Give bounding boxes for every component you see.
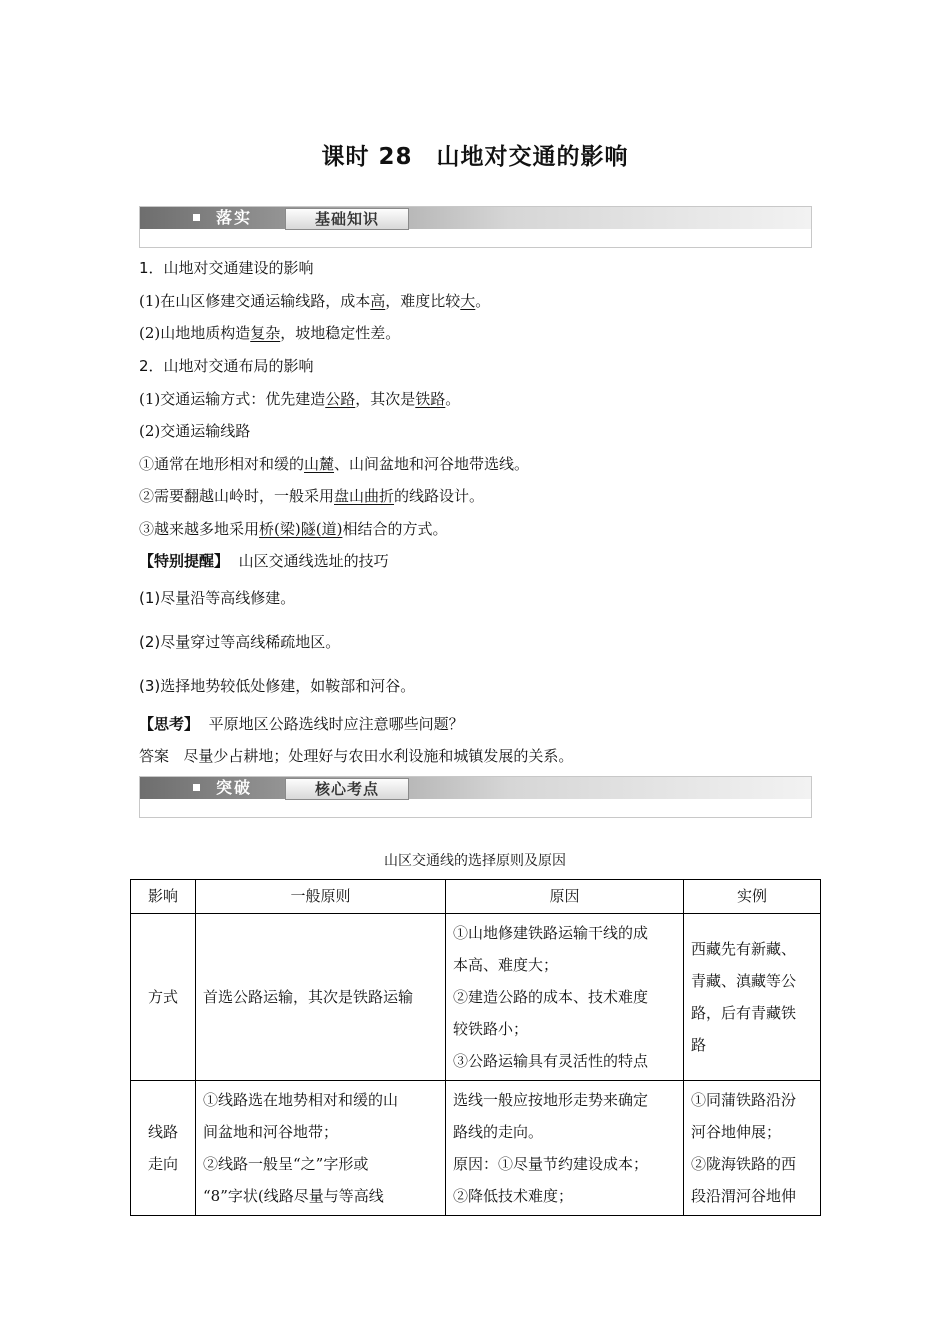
section1-line1: (1)在山区修建交通运输线路，成本高，难度比较大。 xyxy=(139,292,491,310)
banner-light-label: 核心考点 xyxy=(285,778,409,800)
banner-dark-label: 落实 xyxy=(216,208,253,227)
section1-line2: (2)山地地质构造复杂，坡地稳定性差。 xyxy=(139,324,401,342)
square-bullet-icon xyxy=(193,784,200,791)
table-header-cell: 原因 xyxy=(446,880,684,914)
tip-item-2: (2)尽量穿过等高线稀疏地区。 xyxy=(139,633,341,651)
principles-table xyxy=(130,879,821,1216)
section2-line4: ②需要翻越山岭时，一般采用盘山曲折的线路设计。 xyxy=(139,487,485,505)
section2-line5: ③越来越多地采用桥(梁)隧(道)相结合的方式。 xyxy=(139,520,448,538)
table-cell-principle: 首选公路运输，其次是铁路运输 xyxy=(196,914,446,1081)
table-caption: 山区交通线的选择原则及原因 xyxy=(384,853,566,869)
section-banner-core xyxy=(139,776,812,818)
section2-line1: (1)交通运输方式：优先建造公路，其次是铁路。 xyxy=(139,390,461,408)
think-question: 【思考】 平原地区公路选线时应注意哪些问题？ xyxy=(139,715,464,733)
table-cell-example: 西藏先有新藏、 青藏、滇藏等公 路，后有青藏铁 路 xyxy=(684,914,821,1081)
tip-item-3: (3)选择地势较低处修建，如鞍部和河谷。 xyxy=(139,677,416,695)
table-header-cell: 影响 xyxy=(131,880,196,914)
page-title: 课时 28 山地对交通的影响 xyxy=(321,144,629,170)
table-cell-influence: 方式 xyxy=(131,914,196,1081)
section2-heading: 2．山地对交通布局的影响 xyxy=(139,357,314,375)
banner-dark-label: 突破 xyxy=(216,778,253,797)
think-answer: 答案 尽量少占耕地；处理好与农田水利设施和城镇发展的关系。 xyxy=(139,747,574,765)
section1-heading: 1．山地对交通建设的影响 xyxy=(139,259,314,277)
table-header-cell: 实例 xyxy=(684,880,821,914)
table-cell-principle: ①线路选在地势相对和缓的山 间盆地和河谷地带； ②线路一般呈“之”字形或 “8”字状(线路尽量与等高线 xyxy=(196,1081,446,1216)
table-cell-reason: ①山地修建铁路运输干线的成 本高、难度大； ②建造公路的成本、技术难度 较铁路小； ③公路运输具有灵活性的特点 xyxy=(446,914,684,1081)
tip-item-1: (1)尽量沿等高线修建。 xyxy=(139,589,296,607)
section-banner-basics xyxy=(139,206,812,248)
table-row xyxy=(131,1081,821,1216)
table-cell-reason: 选线一般应按地形走势来确定 路线的走向。 原因：①尽量节约建设成本； ②降低技术难度； xyxy=(446,1081,684,1216)
table-cell-influence: 线路 走向 xyxy=(131,1081,196,1216)
table-cell-example: ①同蒲铁路沿汾 河谷地伸展； ②陇海铁路的西 段沿渭河谷地伸 xyxy=(684,1081,821,1216)
square-bullet-icon xyxy=(193,214,200,221)
tip-heading: 【特别提醒】 山区交通线选址的技巧 xyxy=(139,552,389,570)
table-header-row xyxy=(131,880,821,914)
section2-line3: ①通常在地形相对和缓的山麓、山间盆地和河谷地带选线。 xyxy=(139,455,530,473)
table-row xyxy=(131,914,821,1081)
banner-light-label: 基础知识 xyxy=(285,208,409,230)
section2-line2: (2)交通运输线路 xyxy=(139,422,251,440)
table-header-cell: 一般原则 xyxy=(196,880,446,914)
